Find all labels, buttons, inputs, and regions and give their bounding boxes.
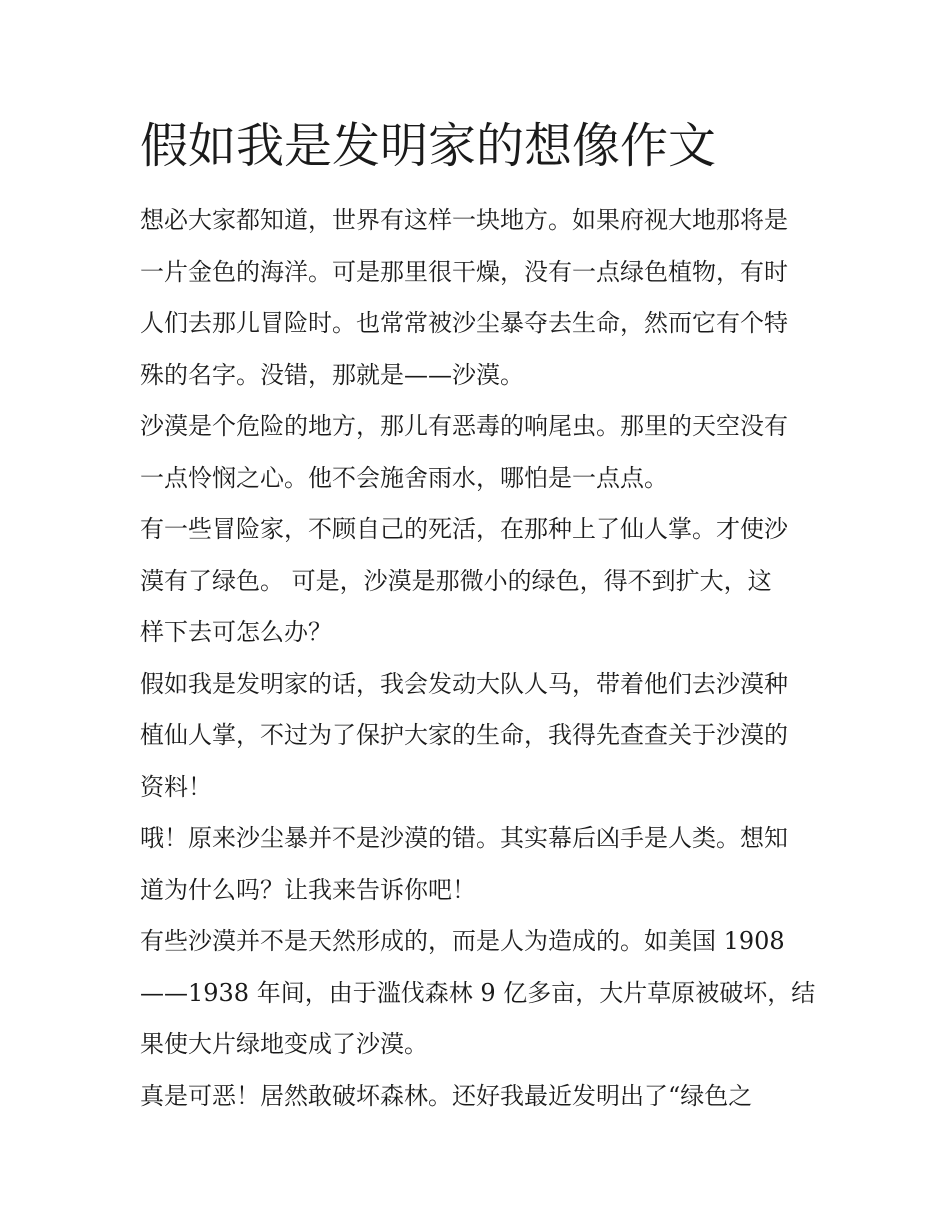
text-line: 资料！ <box>140 772 212 801</box>
text-line: 有一些冒险家，不顾自己的死活，在那种上了仙人掌。才使沙 <box>140 515 788 543</box>
text-line: 植仙人掌，不过为了保护大家的生命，我得先查查关于沙漠的 <box>140 721 788 749</box>
text-line: 果使大片绿地变成了沙漠。 <box>140 1030 428 1058</box>
paragraph-6 <box>140 916 816 1071</box>
text-line: 哦！原来沙尘暴并不是沙漠的错。其实幕后凶手是人类。想知 <box>140 824 788 852</box>
text-line: 漠有了绿色。 可是，沙漠是那微小的绿色，得不到扩大，这 <box>140 566 772 595</box>
text-line: 假如我是发明家的话，我会发动大队人马，带着他们去沙漠种 <box>140 669 788 698</box>
paragraph-1 <box>140 195 812 401</box>
text-line: 沙漠是个危险的地方，那儿有恶毒的响尾虫。那里的天空没有 <box>140 412 788 440</box>
document-title: 假如我是发明家的想像作文 <box>140 118 717 174</box>
text-line: 一点怜悯之心。他不会施舍雨水，哪怕是一点点。 <box>140 463 668 492</box>
paragraph-2 <box>140 401 812 504</box>
text-line: 真是可恶！居然敢破坏森林。还好我最近发明出了“绿色之 <box>140 1081 753 1110</box>
document-body <box>140 195 816 1122</box>
paragraph-3 <box>140 504 812 659</box>
text-line: 有些沙漠并不是天然形成的，而是人为造成的。如美国 1908 <box>140 927 785 955</box>
text-line: 一片金色的海洋。可是那里很干燥，没有一点绿色植物，有时 <box>140 257 788 286</box>
text-line: 人们去那儿冒险时。也常常被沙尘暴夺去生命，然而它有个特 <box>140 309 788 337</box>
text-line: 道为什么吗？让我来告诉你吧！ <box>140 875 476 904</box>
text-line: 想必大家都知道，世界有这样一块地方。如果府视大地那将是 <box>140 206 788 234</box>
paragraph-4 <box>140 659 812 814</box>
text-line: 样下去可怎么办？ <box>140 618 332 646</box>
paragraph-5 <box>140 813 812 916</box>
text-line: ——1938 年间，由于滥伐森林 9 亿多亩，大片草原被破坏，结 <box>140 978 816 1007</box>
paragraph-7 <box>140 1071 812 1123</box>
text-line: 殊的名字。没错，那就是——沙漠。 <box>140 360 524 389</box>
